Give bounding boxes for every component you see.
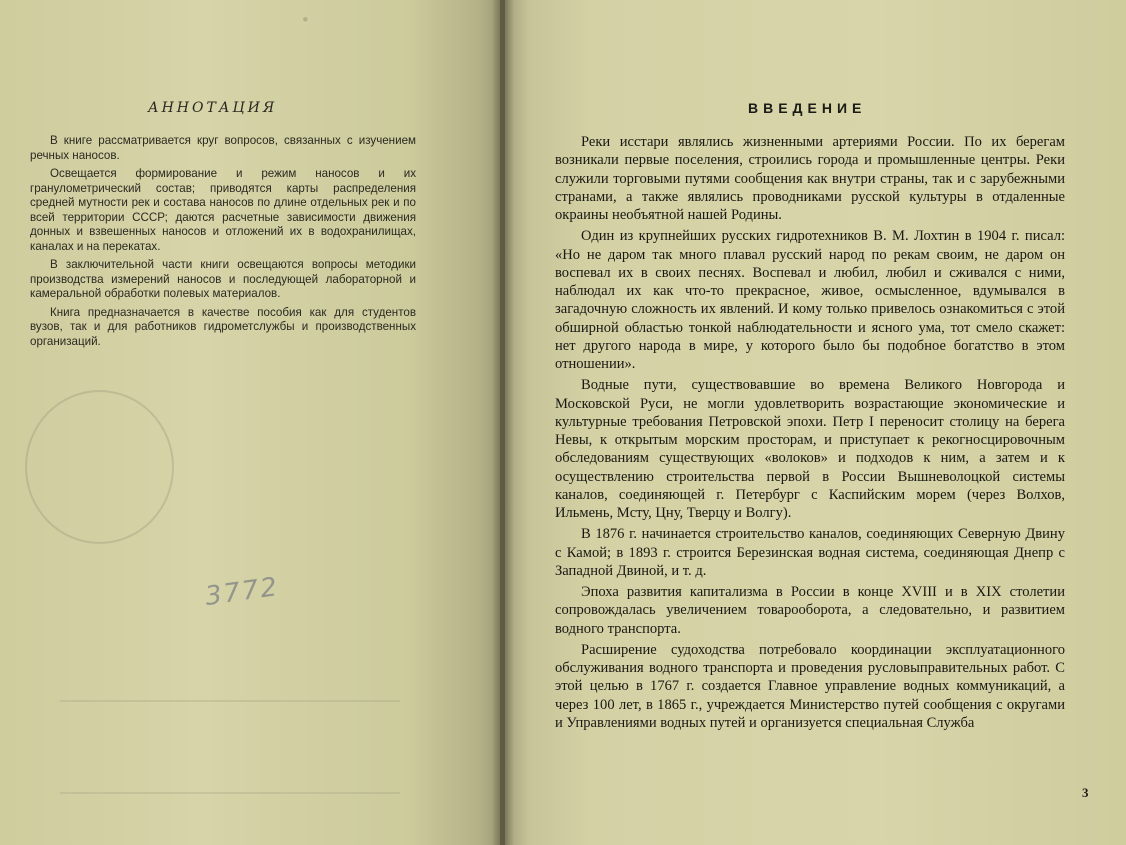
introduction-paragraph: Расширение судоходства потребовало координации эксплуатационного обслуживания водного транспорта и проведения русловыправительных работ. С этой целью в 1767 г. создается Главное управление водных коммуникаций, а через 100 лет, в 1865 г., учреждается Министерство путей сообщения с округами и Управлениями водных путей и организуется специальная Служба (555, 641, 1065, 731)
annotation-heading: АННОТАЦИЯ (148, 100, 278, 116)
stamp-show-through (60, 700, 400, 794)
introduction-heading: ВВЕДЕНИЕ (748, 100, 867, 116)
introduction-paragraph: В 1876 г. начинается строительство каналов, соединяющих Северную Двину с Камой; в 1893 г. строится Березинская водная система, соединяющая Днепр с Западной Двиной, и т. д. (555, 526, 1065, 579)
inventory-mark: 3772 (203, 571, 281, 613)
annotation-paragraph: Освещается формирование и режим наносов и их гранулометрический состав; приводятся карты распределения средней мутности рек и состава наносов по длине отдельных рек и по всей территории СССР; даются расчетные зависимости движения донных и взвешенных наносов и отложений их в водохранилищах, каналах и на перекатах. (30, 167, 416, 253)
introduction-text (555, 133, 1065, 735)
introduction-paragraph: Один из крупнейших русских гидротехников В. М. Лохтин в 1904 г. писал: «Но не даром так много плавал русский народ по рекам своим, не даром он воспевал их в своих песнях. Воспевал и любил, любил и сживался с ними, наблюдал их как что-то прекрасное, живое, осмысленное, вдумывался в загадочную сложность их явлений. И кому только привелось ознакомиться с этой обширной областью тонкой наблюдательности и ясного ума, тот смело скажет: нет другого народа в мире, у которого было бы подобное богатство в этом отношении». (555, 228, 1065, 372)
annotation-paragraph: В заключительной части книги освещаются вопросы методики производства измерений наносов и последующей лабораторной и камеральной обработки полевых материалов. (30, 258, 416, 300)
library-stamp-trace (25, 390, 174, 544)
annotation-paragraph: Книга предназначается в качестве пособия как для студентов вузов, так и для работников гидрометслужбы и производственных организаций. (30, 305, 416, 348)
introduction-paragraph: Водные пути, существовавшие во времена Великого Новгорода и Московской Руси, не могли удовлетворить возрастающие экономические и культурные требования Петровской эпохи. Петр I переносит столицу на берега Невы, к открытым морским просторам, и приступает к рекогносцировочным обследованиям существующих «волоков» и подходов к ним, а затем и к осуществлению строительства первой в России Вышневолоцкой системы каналов, соединяющей г. Петербург с Каспийским морем (через Волхов, Ильмень, Мсту, Цну, Тверцу и Волгу). (555, 377, 1065, 521)
introduction-paragraph: Эпоха развития капитализма в России в конце XVIII и в XIX столетии сопровождалась увеличением товарооборота, а следовательно, и развитием водного транспорта. (555, 584, 1065, 637)
page-number: 3 (1082, 785, 1089, 800)
show-through-text: · (300, 0, 329, 40)
annotation-paragraph: В книге рассматривается круг вопросов, связанных с изучением речных наносов. (30, 134, 416, 162)
introduction-paragraph: Реки исстари являлись жизненными артериями России. По их берегам возникали первые поселения, строились города и промышленные центры. Реки служили торговыми путями сообщения как внутри страны, так и с зарубежными странами, а также являлись проводниками русской культуры в отдаленные окраины необъятной нашей Родины. (555, 134, 1065, 223)
left-page (0, 0, 500, 845)
annotation-text (30, 134, 416, 353)
book-gutter (492, 0, 514, 845)
